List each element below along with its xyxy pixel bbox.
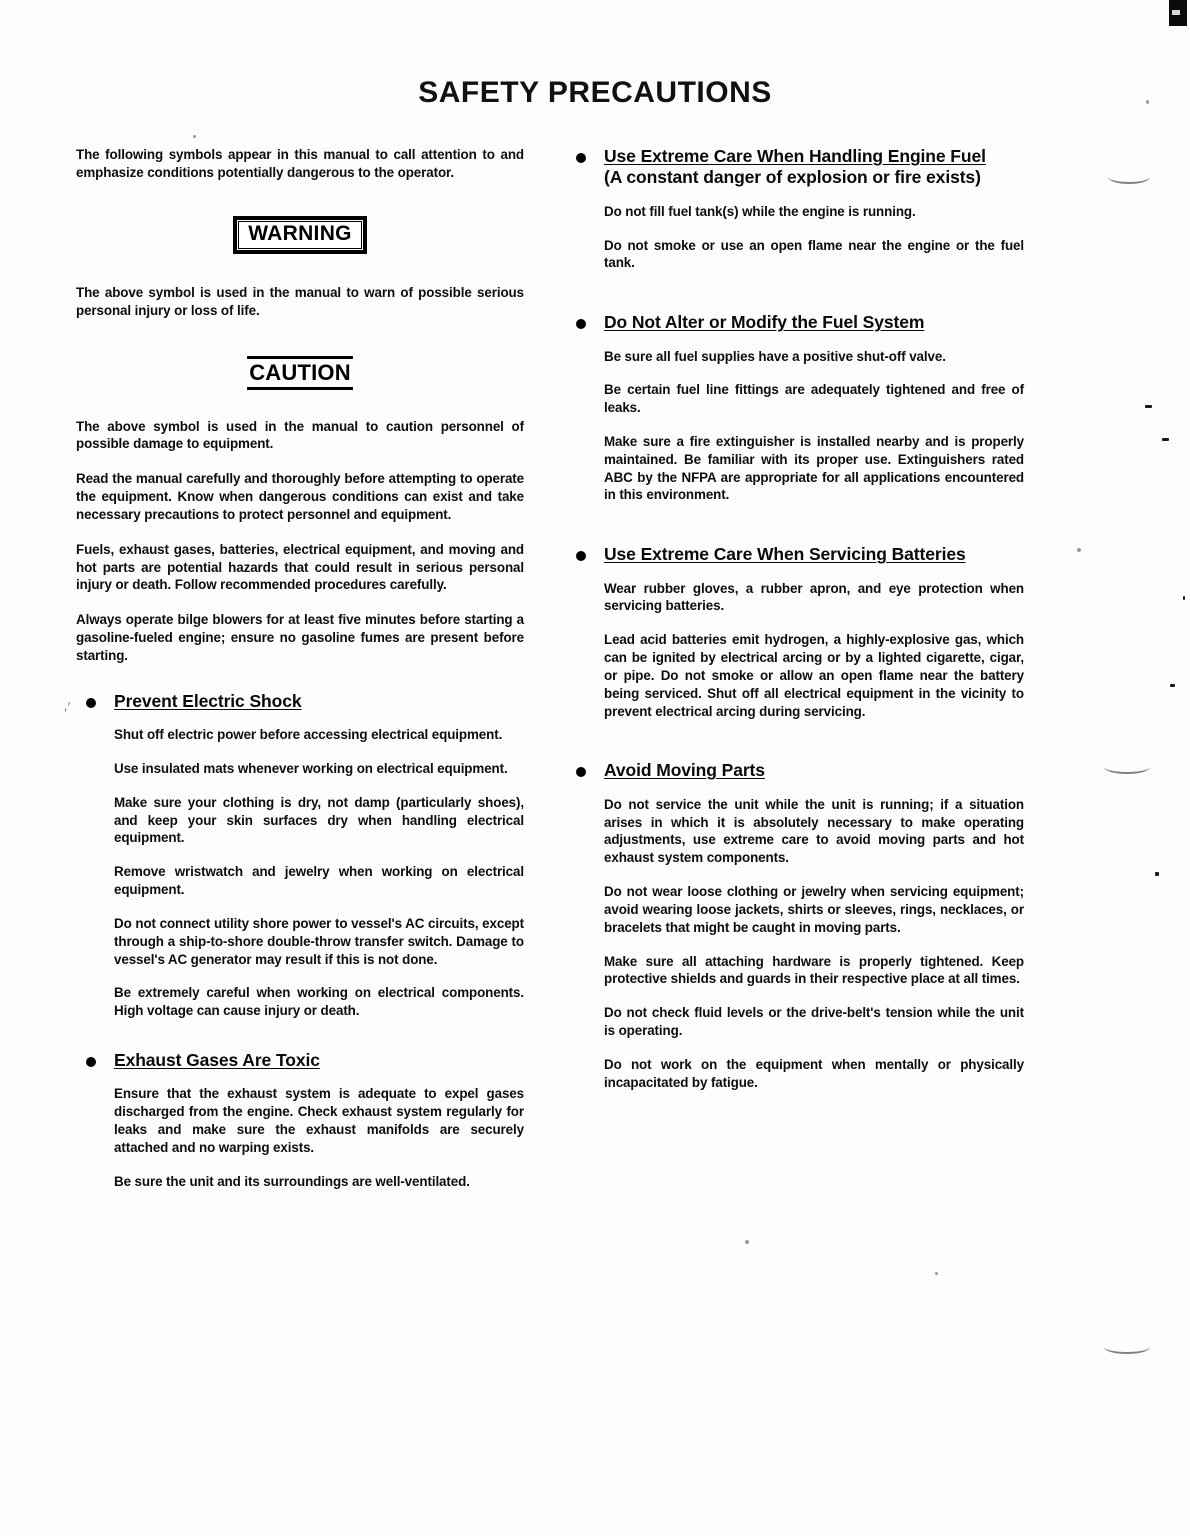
section-body <box>566 580 1024 721</box>
section-heading-row <box>566 146 1024 189</box>
read-manual-paragraph: Read the manual carefully and thoroughly before attempting to operate the equipment. Know when dangerous conditions can exist and take necessary precautions to protect personnel and equipment. <box>76 471 524 522</box>
section-item: Do not wear loose clothing or jewelry when servicing equipment; avoid wearing loose jackets, shirts or sleeves, rings, necklaces, or bracelets that might be caught in moving parts. <box>604 884 1024 935</box>
caution-symbol <box>76 356 524 390</box>
section-prevent-electric-shock <box>64 690 524 1020</box>
section-avoid-moving-parts <box>566 760 1024 1091</box>
section-item: Do not connect utility shore power to vessel's AC circuits, except through a ship-to-shore double-throw transfer switch. Damage to vessel's AC generator may result if this is not done. <box>114 915 524 967</box>
section-item: Do not fill fuel tank(s) while the engine is running. <box>604 203 916 219</box>
warning-symbol <box>76 216 524 255</box>
scan-artifact-smudge <box>1108 170 1150 184</box>
section-item: Do not service the unit while the unit is running; if a situation arises in which it is absolutely necessary to make operating adjustments, use extreme care to avoid moving parts and hot exhaust system components. <box>604 796 1024 866</box>
section-item: Do not check fluid levels or the drive-belt's tension while the unit is operating. <box>604 1005 1024 1039</box>
bilge-blower-paragraph: Always operate bilge blowers for at least five minutes before starting a gasoline-fueled engine; ensure no gasoline fumes are present before starting. <box>76 612 524 663</box>
section-item: Make sure a fire extinguisher is installed nearby and is properly maintained. Be familiar with its proper use. Extinguishers rated ABC by the NFPA are appropriate for all applications encountered in this environment. <box>604 434 1024 503</box>
scan-artifact-speck <box>1145 405 1152 408</box>
section-item: Be sure all fuel supplies have a positive shut-off valve. <box>604 348 946 364</box>
right-column <box>566 146 1024 1092</box>
section-item: Be extremely careful when working on electrical components. High voltage can cause injury or death. <box>114 985 524 1019</box>
bullet-icon <box>86 698 96 708</box>
section-do-not-alter-fuel-system <box>566 312 1024 504</box>
section-heading: Do Not Alter or Modify the Fuel System <box>604 312 925 333</box>
section-item: Ensure that the exhaust system is adequate to expel gases discharged from the engine. Check exhaust system regularly for leaks and make sure the exhaust manifolds are securely attached and no warping exists. <box>114 1086 524 1155</box>
section-servicing-batteries <box>566 544 1024 720</box>
scan-artifact-speck <box>1077 548 1081 552</box>
section-body <box>566 348 1024 505</box>
scan-artifact-speck <box>1162 438 1169 441</box>
section-item: Shut off electric power before accessing electrical equipment. <box>114 727 503 743</box>
section-heading-row <box>566 544 1024 565</box>
section-heading: Use Extreme Care When Servicing Batteries <box>604 544 966 565</box>
caution-label: CAUTION <box>249 359 351 385</box>
scan-artifact-speck <box>935 1272 938 1275</box>
bullet-icon <box>576 551 586 561</box>
section-heading-row <box>566 312 1024 333</box>
section-item: Be certain fuel line fittings are adequately tightened and free of leaks. <box>604 382 1024 416</box>
scan-artifact-smudge <box>1104 1340 1150 1354</box>
bullet-icon <box>86 1057 96 1067</box>
section-item: Use insulated mats whenever working on electrical equipment. <box>114 760 508 776</box>
scan-artifact-speck <box>1155 872 1159 876</box>
bullet-icon <box>576 319 586 329</box>
section-heading: Avoid Moving Parts <box>604 760 765 781</box>
page-title: SAFETY PRECAUTIONS <box>418 76 772 109</box>
section-subheading: (A constant danger of explosion or fire exists) <box>604 167 981 188</box>
section-item: Remove wristwatch and jewelry when working on electrical equipment. <box>114 864 524 898</box>
scan-artifact-stray-marks: ,′ <box>64 700 72 713</box>
scan-artifact-smudge <box>1104 760 1150 774</box>
scan-artifact-speck <box>1183 596 1185 600</box>
section-heading-row <box>64 690 524 713</box>
warning-label: WARNING <box>238 221 362 250</box>
section-item: Wear rubber gloves, a rubber apron, and eye protection when servicing batteries. <box>604 580 1024 614</box>
section-item: Do not smoke or use an open flame near the engine or the fuel tank. <box>604 237 1024 271</box>
section-body <box>566 796 1024 1092</box>
bullet-icon <box>576 767 586 777</box>
section-heading: Use Extreme Care When Handling Engine Fuel (A constant danger of explosion or fire exists) <box>604 146 1024 189</box>
scan-artifact-speck <box>1170 684 1175 687</box>
section-heading: Prevent Electric Shock <box>114 690 302 711</box>
section-item: Do not work on the equipment when mentally or physically incapacitated by fatigue. <box>604 1056 1024 1090</box>
section-handling-engine-fuel <box>566 146 1024 272</box>
scan-artifact-corner-blot <box>1169 0 1187 26</box>
section-body <box>76 1085 524 1190</box>
bullet-icon <box>576 153 586 163</box>
intro-paragraph: The following symbols appear in this manual to call attention to and emphasize conditions potentially dangerous to the operator. <box>76 147 524 180</box>
scan-artifact-speck <box>193 135 196 138</box>
section-heading-row <box>76 1050 524 1071</box>
section-body <box>76 726 524 1020</box>
section-heading-row <box>566 760 1024 781</box>
section-body <box>566 203 1024 272</box>
hazards-paragraph: Fuels, exhaust gases, batteries, electrical equipment, and moving and hot parts are potential hazards that could result in serious personal injury or death. Follow recommended procedures carefully. <box>76 541 524 593</box>
section-item: Make sure all attaching hardware is properly tightened. Keep protective shields and guards in their respective place at all times. <box>604 953 1024 987</box>
section-item: Make sure your clothing is dry, not damp (particularly shoes), and keep your skin surfaces dry when handling electrical equipment. <box>114 794 524 846</box>
section-exhaust-gases-are-toxic <box>76 1050 524 1190</box>
warning-description: The above symbol is used in the manual to warn of possible serious personal injury or loss of life. <box>76 285 524 319</box>
section-heading: Exhaust Gases Are Toxic <box>114 1050 320 1070</box>
section-item: Lead acid batteries emit hydrogen, a highly-explosive gas, which can be ignited by electrical arcing or by a lighted cigarette, cigar, or pipe. Do not smoke or allow an open flame near the battery being serviced. Shut off all electrical equipment in the vicinity to prevent electrical arcing during servicing. <box>604 632 1024 719</box>
scan-artifact-speck <box>745 1240 749 1244</box>
caution-description: The above symbol is used in the manual to caution personnel of possible damage to equipment. <box>76 418 524 452</box>
left-column <box>64 146 524 1190</box>
section-item: Be sure the unit and its surroundings are well-ventilated. <box>114 1173 470 1189</box>
